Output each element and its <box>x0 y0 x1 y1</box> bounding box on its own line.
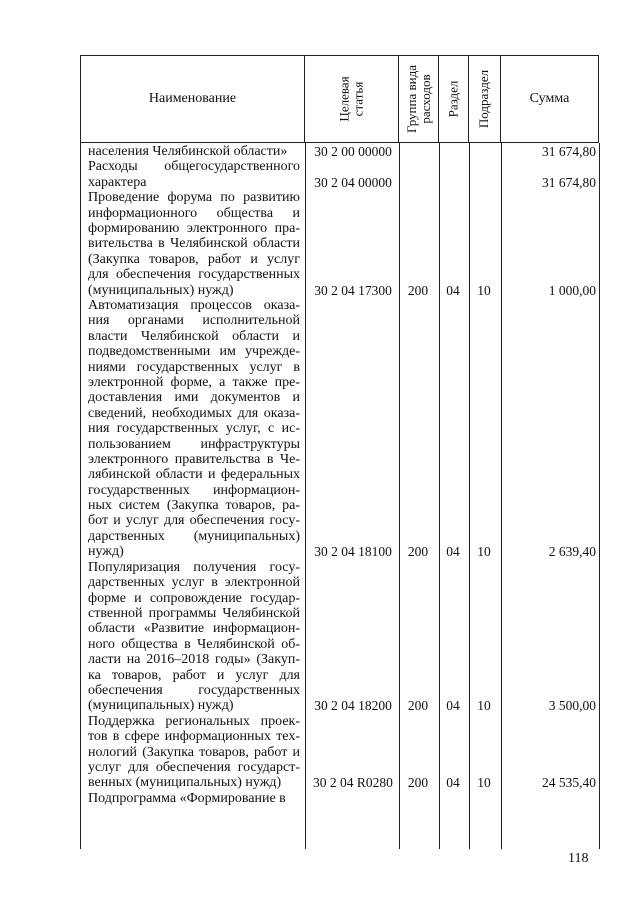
row-name-line: ласти на 2016–2018 годы» (Закуп- <box>88 652 300 668</box>
row-name-line: для обеспечения государственных <box>88 267 300 283</box>
row-name-line: населения Челябинской области» <box>88 144 288 159</box>
header-section <box>439 55 469 143</box>
row-name-line: характера <box>88 174 147 190</box>
row-name-line: электронной форме, а также пре- <box>88 374 300 390</box>
row-name-line: доставления ими документов и <box>88 390 300 406</box>
row-section: 04 <box>446 775 460 791</box>
row-name-line: сведений, необходимых для оказа- <box>88 405 300 421</box>
header-target-line2: статья <box>350 81 366 117</box>
row-name-line: вительства в Челябинской области <box>88 236 300 252</box>
row-name-line: Расходы общегосударственного <box>88 159 300 175</box>
header-sum-label: Сумма <box>529 91 570 106</box>
row-name-line: Популяризация получения госу- <box>88 559 300 575</box>
row-name <box>88 298 300 560</box>
header-sum <box>501 55 599 143</box>
header-name <box>80 55 305 143</box>
row-name-line: венных (муниципальных) нужд) <box>88 775 282 791</box>
row-name-line: ниями государственных услуг в <box>88 359 300 375</box>
header-group-line1: Группа вида <box>403 65 419 133</box>
header-target-line1: Целевая <box>336 76 352 122</box>
row-name-line: подведомственными им учрежде- <box>88 344 300 360</box>
row-name-line: (Закупка товаров, работ и услуг <box>88 251 300 267</box>
row-target-article: 30 2 04 00000 <box>314 174 392 190</box>
header-subsection <box>469 55 501 143</box>
column-line <box>439 143 440 849</box>
row-sum: 1 000,00 <box>548 282 596 298</box>
row-name-line: ных систем (Закупка товаров, ра- <box>88 498 300 514</box>
row-name-line: ка товаров, работ и услуг для <box>88 667 300 683</box>
row-name-line: Автоматизация процессов оказа- <box>88 298 300 313</box>
row-name-line: услуг для обеспечения государст- <box>88 759 300 775</box>
row-name-line: (муниципальных) нужд) <box>88 698 234 714</box>
row-expense-group: 200 <box>407 544 429 560</box>
row-subsection: 10 <box>477 544 491 560</box>
row-name <box>88 159 300 190</box>
row-name-line: тов в сфере информационных тех- <box>88 729 300 745</box>
row-name-line: Поддержка региональных проек- <box>88 713 300 729</box>
row-name <box>88 791 300 806</box>
row-section: 04 <box>446 544 460 560</box>
row-subsection: 10 <box>477 698 491 714</box>
row-name-line: власти Челябинской области и <box>88 328 300 344</box>
row-name-line: Подпрограмма «Формирование в <box>88 790 286 806</box>
row-name-line: Проведение форума по развитию <box>88 190 300 206</box>
row-target-article: 30 2 04 18200 <box>314 698 392 714</box>
header-expense-group <box>399 55 439 143</box>
row-name <box>88 714 300 791</box>
row-target-article: 30 2 04 R0280 <box>313 775 393 791</box>
header-target-article <box>305 55 399 143</box>
row-expense-group: 200 <box>407 698 429 714</box>
row-target-article: 30 2 04 17300 <box>314 282 392 298</box>
header-group-line2: расходов <box>417 74 433 124</box>
column-line <box>469 143 470 849</box>
row-name <box>88 144 300 159</box>
row-name-line: пользованием инфраструктуры <box>88 436 300 452</box>
row-name <box>88 560 300 714</box>
row-name-line: лябинской области и федеральных <box>88 467 300 483</box>
page-number: 118 <box>568 851 589 866</box>
row-name-line: ственной программы Челябинской <box>88 605 300 621</box>
header-section-label: Раздел <box>445 80 461 118</box>
row-name-line: информационного общества и <box>88 205 300 221</box>
row-name-line: (муниципальных) нужд) <box>88 282 234 298</box>
header-subsection-label: Подраздел <box>476 69 492 129</box>
row-name-line: нужд) <box>88 544 124 560</box>
column-line <box>399 143 400 849</box>
row-name-line: формированию электронного пра- <box>88 220 300 236</box>
row-subsection: 10 <box>477 775 491 791</box>
row-name-line: области «Развитие информацион- <box>88 621 300 637</box>
column-line <box>80 143 81 849</box>
row-sum: 31 674,80 <box>542 174 596 190</box>
column-line <box>501 143 502 849</box>
row-name-line: дарственных (муниципальных) <box>88 528 300 544</box>
row-name-line: нологий (Закупка товаров, работ и <box>88 744 300 760</box>
row-name-line: ния государственных услуг, с ис- <box>88 421 300 437</box>
row-name-line: ния органами исполнительной <box>88 313 300 329</box>
column-line <box>305 143 306 849</box>
row-subsection: 10 <box>477 282 491 298</box>
row-section: 04 <box>446 282 460 298</box>
row-name-line: обеспечения государственных <box>88 682 300 698</box>
row-sum: 2 639,40 <box>548 544 596 560</box>
row-sum: 24 535,40 <box>542 775 596 791</box>
row-name-line: государственных информацион- <box>88 482 300 498</box>
row-name-line: дарственных услуг в электронной <box>88 575 300 591</box>
row-expense-group: 200 <box>407 775 429 791</box>
row-name-line: ного общества в Челябинской об- <box>88 636 300 652</box>
row-name-line: электронного правительства в Че- <box>88 451 300 467</box>
row-sum: 31 674,80 <box>542 144 596 159</box>
row-name-line: форме и сопровождение государ- <box>88 590 300 606</box>
row-sum: 3 500,00 <box>548 698 596 714</box>
row-section: 04 <box>446 698 460 714</box>
column-line <box>599 143 600 849</box>
row-expense-group: 200 <box>407 282 429 298</box>
header-name-label: Наименование <box>148 91 237 106</box>
row-target-article: 30 2 04 18100 <box>314 544 392 560</box>
row-target-article: 30 2 00 00000 <box>314 144 392 159</box>
row-name <box>88 190 300 298</box>
row-name-line: бот и услуг для обеспечения госу- <box>88 513 300 529</box>
